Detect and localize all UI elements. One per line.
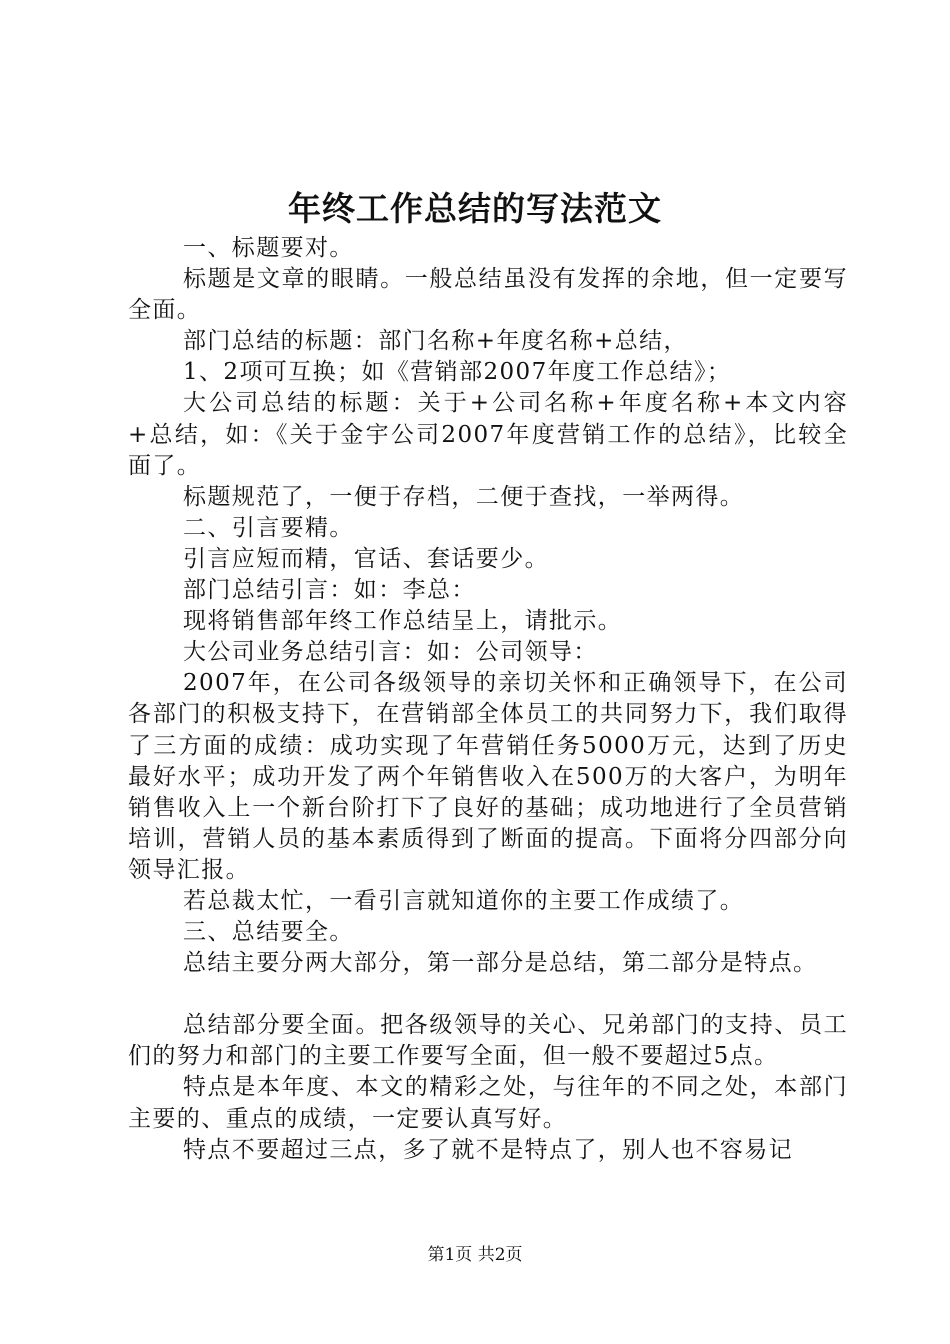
paragraph: 部门总结的标题：部门名称+年度名称+总结， [183,328,688,355]
paragraph: 特点不要超过三点，多了就不是特点了，别人也不容易记 [183,1136,793,1163]
document-body [128,233,848,1166]
section-heading: 三、总结要全。 [183,919,354,946]
page-number-footer: 第1页 共2页 [427,1245,523,1265]
document-title: 年终工作总结的写法范文 [288,189,662,228]
paragraph: 引言应短而精，官话、套话要少。 [183,545,549,572]
paragraph: 大公司总结的标题：关于+公司名称+年度名称+本文内容+总结，如：《关于金宇公司2007年度营销工作的总结》，比较全面了。 [128,390,848,479]
paragraph: 特点是本年度、本文的精彩之处，与往年的不同之处，本部门主要的、重点的成绩，一定要认真写好。 [128,1074,848,1132]
paragraph: 2007年，在公司各级领导的亲切关怀和正确领导下，在公司各部门的积极支持下，在营销部全体员工的共同努力下，我们取得了三方面的成绩：成功实现了年营销任务5000万元，达到了历史最好水平；成功开发了两个年销售收入在500万的大客户，为明年销售收入上一个新台阶打下了良好的基础；成功地进行了全员营销培训，营销人员的基本素质得到了断面的提高。下面将分四部分向领导汇报。 [128,670,848,883]
paragraph: 标题规范了，一便于存档，二便于查找，一举两得。 [183,483,745,510]
paragraph: 部门总结引言：如：李总： [183,577,476,604]
paragraph: 总结主要分两大部分，第一部分是总结，第二部分是特点。 [183,950,818,977]
paragraph: 1、2项可互换；如《营销部2007年度工作总结》； [183,359,732,386]
paragraph: 标题是文章的眼睛。一般总结虽没有发挥的余地，但一定要写全面。 [128,266,848,324]
paragraph: 现将销售部年终工作总结呈上，请批示。 [183,608,623,635]
paragraph: 大公司业务总结引言：如：公司领导： [183,639,598,666]
paragraph: 若总裁太忙，一看引言就知道你的主要工作成绩了。 [183,887,745,914]
paragraph: 总结部分要全面。把各级领导的关心、兄弟部门的支持、员工们的努力和部门的主要工作要写全面，但一般不要超过5点。 [128,1012,848,1070]
section-heading: 二、引言要精。 [183,514,354,541]
section-heading: 一、标题要对。 [183,235,354,261]
